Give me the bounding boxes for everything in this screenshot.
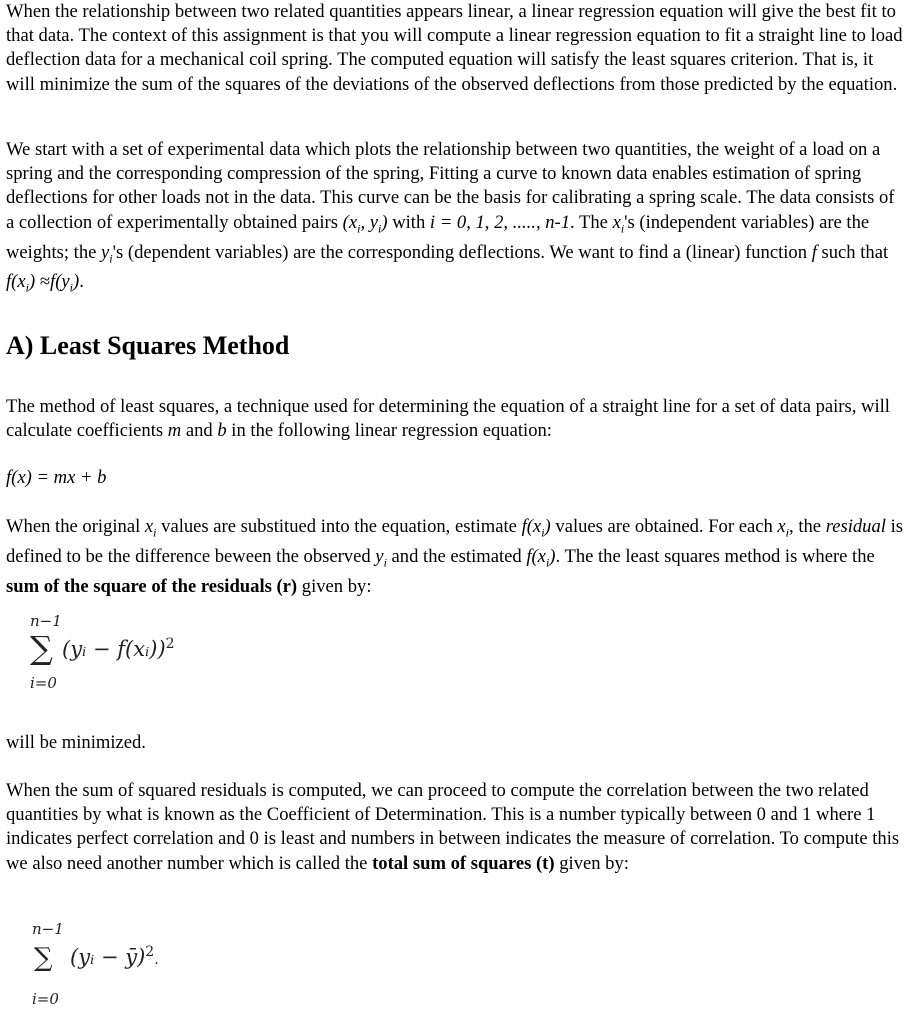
sum-expression: (yᵢ − f(xᵢ))$^2$ [62,636,175,661]
sigma-icon: ∑ [30,629,53,667]
data-description-paragraph: We start with a set of experimental data which plots the relationship between two quantities, the weight of a load on a spring and the corresponding compression of the spring, Fitting a curve to known data enables estimation of spring deflections for other loads not in the data. This curve can be the basis for calibrating a spring scale. The data consists of a collection of experimentally obtained pairs ($x_i$, $y_i$) with i = 0, 1, 2, ....., n-1. The $x_i's$ (independent variables) are the weights; the $y_i's$ (dependent variables) are the corresponding deflections. We want to find a (linear) function f such that $f(x_i) \approx f(y_i)$. [6,139,895,296]
method-paragraph: The method of least squares, a technique used for determining the equation of a straight line for a set of data pairs, will calculate coefficients m and b in the following linear regression equation: [6,396,890,442]
linear-equation: f(x) = mx + b [6,467,107,488]
intro-paragraph: When the relationship between two related quantities appears linear, a linear regression equation will give the best fit to that data. The context of this assignment is that you will compute a linear regression equation to fit a straight line to load deflection data for a mechanical coil spring. The computed equation will satisfy the least squares criterion. That is, it will minimize the sum of the squares of the deviations of the observed deflections from those predicted by the equation. [6,1,903,95]
total-sum-formula [30,920,270,1015]
sum-expression: (yᵢ − ȳ)$^2$. [70,944,159,969]
residual-sum-formula [30,612,270,702]
sigma-icon: ∑ [34,943,53,973]
sum-upper-limit: n−1 [32,920,64,938]
minimized-text: will be minimized. [6,732,146,753]
sum-lower-limit: i=0 [32,990,59,1008]
residual-paragraph: When the original $x_i$ values are substitued into the equation, estimate $f(x_i)$ values are obtained. For each $x_i$, the residual is defined to be the difference beween the observed $y_i$ and the estimated $f(x_i)$. The the least squares method is where the sum of the square of the residuals (r) given by: [6,516,904,597]
sum-lower-limit: i=0 [30,674,57,692]
correlation-paragraph: When the sum of squared residuals is computed, we can proceed to compute the correlation between the two related quantities by what is known as the Coefficient of Determination. This is a number typically between 0 and 1 where 1 indicates perfect correlation and 0 is least and numbers in between indicates the measure of correlation. To compute this we also need another number which is called the total sum of squares (t) given by: [6,780,900,874]
section-heading: A) Least Squares Method [6,331,290,360]
sum-upper-limit: n−1 [30,612,62,630]
